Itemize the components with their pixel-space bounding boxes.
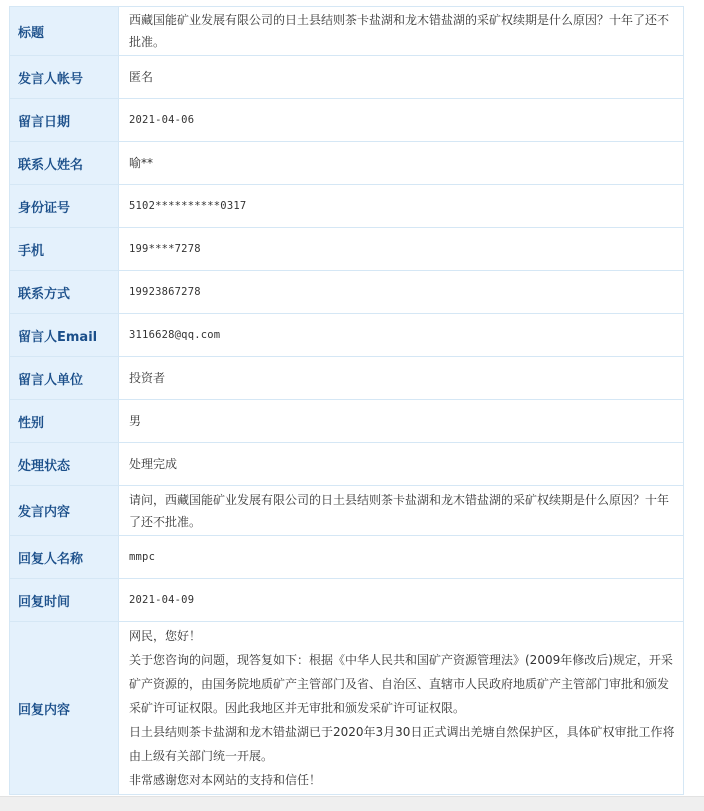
email-value: 3116628@qq.com xyxy=(119,314,684,357)
status-value: 处理完成 xyxy=(119,443,684,486)
unit-value: 投资者 xyxy=(119,357,684,400)
reply-greeting: 网民，您好！ xyxy=(129,629,202,643)
mobile-value: 199****7278 xyxy=(119,228,684,271)
status-label: 处理状态 xyxy=(10,443,119,486)
contact-name-value: 喻** xyxy=(119,142,684,185)
replier-label: 回复人名称 xyxy=(10,536,119,579)
content-value: 请问，西藏国能矿业发展有限公司的日土县结则茶卡盐湖和龙木错盐湖的采矿权续期是什么原因？十年了还不批准。 xyxy=(119,486,684,536)
row-status xyxy=(10,443,684,486)
contact-method-label: 联系方式 xyxy=(10,271,119,314)
reply-label: 回复内容 xyxy=(10,622,119,795)
title-value: 西藏国能矿业发展有限公司的日土县结则茶卡盐湖和龙木错盐湖的采矿权续期是什么原因？十年了还不批准。 xyxy=(119,7,684,56)
id-number-label: 身份证号 xyxy=(10,185,119,228)
id-number-value: 5102**********0317 xyxy=(119,185,684,228)
account-label: 发言人帐号 xyxy=(10,56,119,99)
unit-label: 留言人单位 xyxy=(10,357,119,400)
page-bottom-bar xyxy=(0,796,704,811)
date-label: 留言日期 xyxy=(10,99,119,142)
row-unit xyxy=(10,357,684,400)
reply-content xyxy=(119,622,684,795)
replier-value: mmpc xyxy=(119,536,684,579)
content-label: 发言内容 xyxy=(10,486,119,536)
row-replier xyxy=(10,536,684,579)
gender-label: 性别 xyxy=(10,400,119,443)
mobile-label: 手机 xyxy=(10,228,119,271)
row-reply-time xyxy=(10,579,684,622)
row-content xyxy=(10,486,684,536)
row-id-number xyxy=(10,185,684,228)
row-account xyxy=(10,56,684,99)
reply-time-value: 2021-04-09 xyxy=(119,579,684,622)
contact-name-label: 联系人姓名 xyxy=(10,142,119,185)
account-value: 匿名 xyxy=(119,56,684,99)
reply-time-label: 回复时间 xyxy=(10,579,119,622)
row-email xyxy=(10,314,684,357)
reply-paragraph: 日土县结则茶卡盐湖和龙木错盐湖已于2020年3月30日正式调出羌塘自然保护区，具体矿权审批工作将由上级有关部门统一开展。 xyxy=(129,725,675,763)
row-contact-name xyxy=(10,142,684,185)
gender-value: 男 xyxy=(119,400,684,443)
row-gender xyxy=(10,400,684,443)
row-mobile xyxy=(10,228,684,271)
row-date xyxy=(10,99,684,142)
email-label: 留言人Email xyxy=(10,314,119,357)
message-detail-table xyxy=(9,6,684,795)
row-title xyxy=(10,7,684,56)
reply-closing: 非常感谢您对本网站的支持和信任！ xyxy=(129,773,322,787)
row-contact-method xyxy=(10,271,684,314)
contact-method-value: 19923867278 xyxy=(119,271,684,314)
reply-paragraph: 关于您咨询的问题，现答复如下：根据《中华人民共和国矿产资源管理法》(2009年修改后)规定，开采矿产资源的，由国务院地质矿产主管部门及省、自治区、直辖市人民政府地质矿产主管部门审批和颁发采矿许可证权限。因此我地区并无审批和颁发采矿许可证权限。 xyxy=(129,653,673,715)
title-label: 标题 xyxy=(10,7,119,56)
date-value: 2021-04-06 xyxy=(119,99,684,142)
row-reply xyxy=(10,622,684,795)
